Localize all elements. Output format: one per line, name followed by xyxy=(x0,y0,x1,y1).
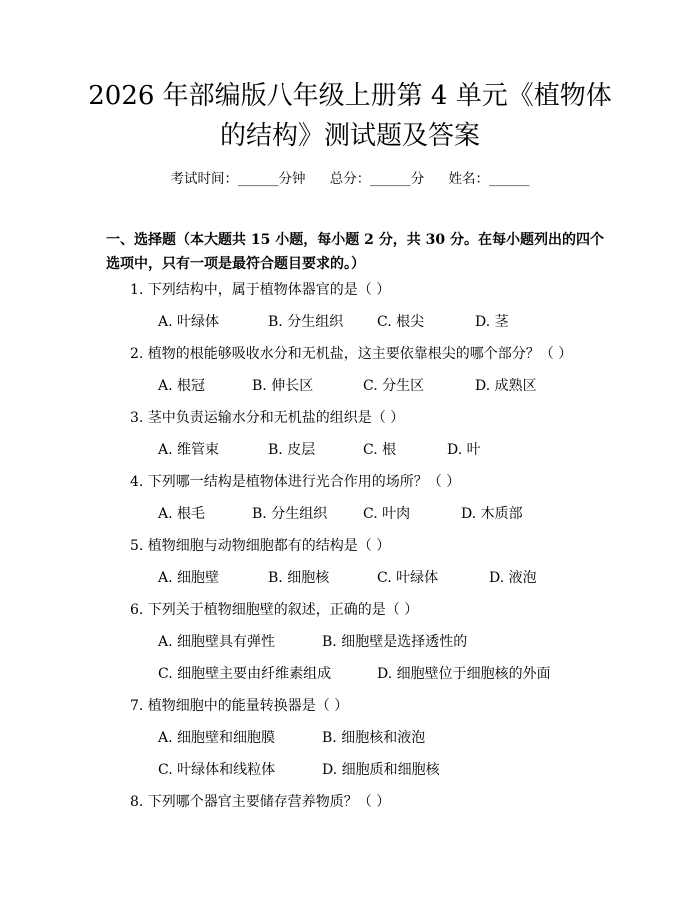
exam-info xyxy=(0,168,700,190)
option: D. 成熟区 xyxy=(475,378,537,394)
question-stem: 1. 下列结构中，属于植物体器官的是（ ） xyxy=(130,282,391,298)
option: C. 叶肉 xyxy=(363,506,411,522)
option: C. 叶绿体和线粒体 xyxy=(158,762,276,778)
option: B. 伸长区 xyxy=(252,378,314,394)
option: D. 细胞质和细胞核 xyxy=(322,762,440,778)
option: D. 液泡 xyxy=(489,570,537,586)
question-stem: 2. 植物的根能够吸收水分和无机盐，这主要依靠根尖的哪个部分？（ ） xyxy=(130,346,573,362)
option: C. 根尖 xyxy=(377,314,425,330)
option: C. 根 xyxy=(363,442,397,458)
option: A. 细胞壁和细胞膜 xyxy=(158,730,276,746)
exam-time: 考试时间：______分钟 xyxy=(170,171,306,187)
option: B. 细胞核 xyxy=(268,570,330,586)
option: B. 细胞核和液泡 xyxy=(322,730,426,746)
option: D. 细胞壁位于细胞核的外面 xyxy=(377,666,551,682)
option: A. 细胞壁具有弹性 xyxy=(158,634,276,650)
option: A. 叶绿体 xyxy=(158,314,220,330)
option: B. 分生组织 xyxy=(268,314,344,330)
question-stem: 5. 植物细胞与动物细胞都有的结构是（ ） xyxy=(130,538,391,554)
option: B. 皮层 xyxy=(268,442,316,458)
question-stem: 4. 下列哪一结构是植物体进行光合作用的场所？（ ） xyxy=(130,474,461,490)
question-stem: 3. 茎中负责运输水分和无机盐的组织是（ ） xyxy=(130,410,405,426)
option: C. 分生区 xyxy=(363,378,425,394)
section-heading: 一、选择题（本大题共 15 小题，每小题 2 分，共 30 分。在每小题列出的四个选项中，只有一项是最符合题目要求的。） xyxy=(106,232,604,272)
option: D. 木质部 xyxy=(461,506,523,522)
option: C. 叶绿体 xyxy=(377,570,439,586)
option: A. 根毛 xyxy=(158,506,206,522)
exam-name: 姓名：______ xyxy=(448,171,530,187)
option: B. 分生组织 xyxy=(252,506,328,522)
option: B. 细胞壁是选择透性的 xyxy=(322,634,468,650)
question-stem: 6. 下列关于植物细胞壁的叙述，正确的是（ ） xyxy=(130,602,419,618)
option: A. 根冠 xyxy=(158,378,206,394)
document-title-line-2: 的结构》测试题及答案 xyxy=(219,121,480,151)
question-stem: 8. 下列哪个器官主要储存营养物质？（ ） xyxy=(130,794,391,810)
exam-total-score: 总分：______分 xyxy=(329,171,425,187)
question-stem: 7. 植物细胞中的能量转换器是（ ） xyxy=(130,698,349,714)
option: A. 维管束 xyxy=(158,442,220,458)
option: A. 细胞壁 xyxy=(158,570,220,586)
document-title-line-1: 2026 年部编版八年级上册第 4 单元《植物体 xyxy=(88,81,612,111)
option: D. 叶 xyxy=(447,442,481,458)
option: C. 细胞壁主要由纤维素组成 xyxy=(158,666,332,682)
option: D. 茎 xyxy=(475,314,509,330)
